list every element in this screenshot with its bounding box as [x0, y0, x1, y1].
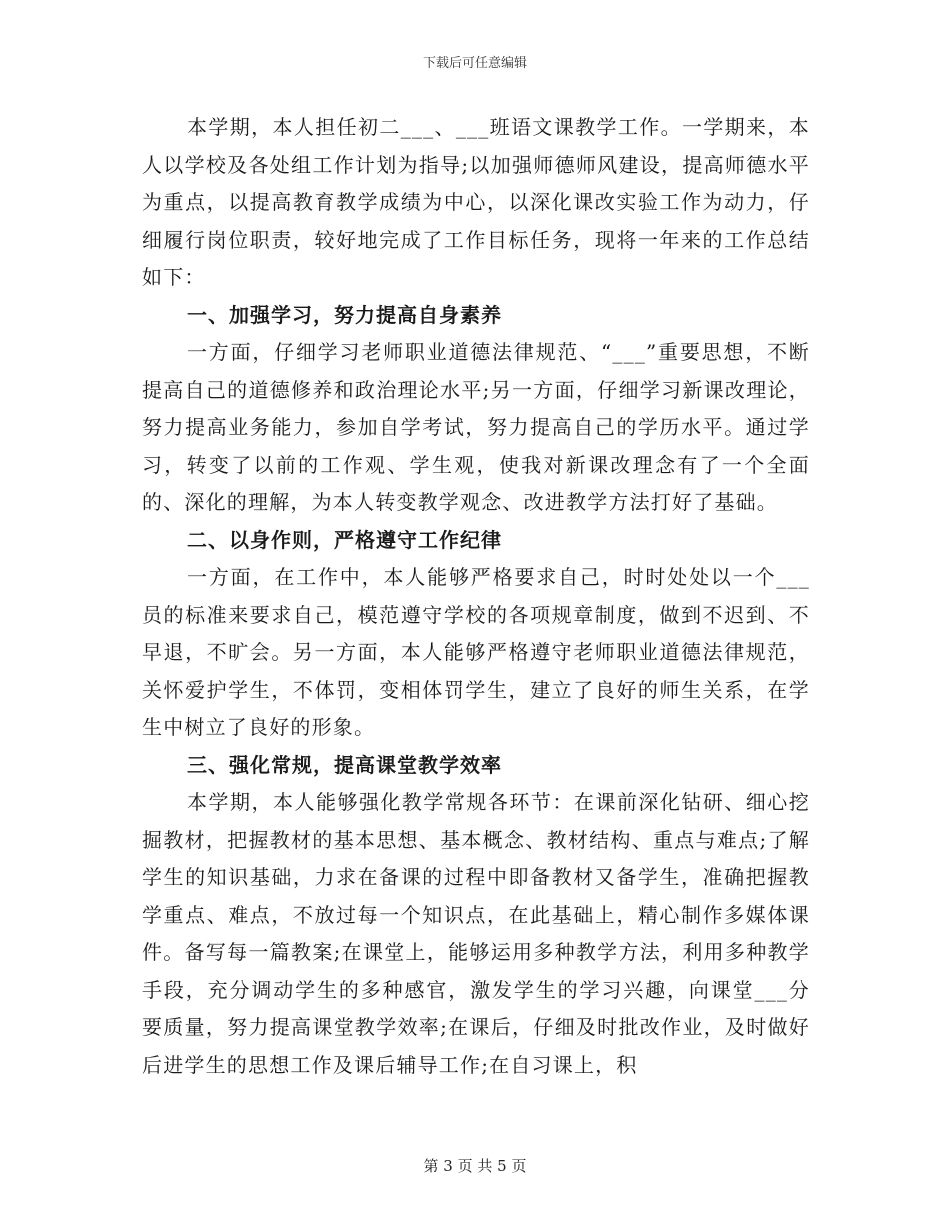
document-body	[142, 109, 810, 1084]
page-number: 第 3 页 共 5 页	[423, 1157, 527, 1175]
intro-paragraph: 本学期，本人担任初二___、___班语文课教学工作。一学期来，本人以学校及各处组工作计划为指导;以加强师德师风建设，提高师德水平为重点，以提高教育教学成绩为中心，以深化课改实验工作为动力，仔细履行岗位职责，较好地完成了工作目标任务，现将一年来的工作总结如下：	[142, 115, 810, 289]
header-note: 下载后可任意编辑	[422, 56, 527, 71]
section-heading-2: 二、以身作则，严格遵守工作纪律	[187, 527, 502, 552]
section-heading-3: 三、强化常规，提高课堂教学效率	[187, 752, 502, 777]
section-heading-1: 一、加强学习，努力提高自身素养	[187, 302, 502, 327]
section-paragraph-2: 一方面，在工作中，本人能够严格要求自己，时时处处以一个___员的标准来要求自己，模范遵守学校的各项规章制度，做到不迟到、不早退，不旷会。另一方面，本人能够严格遵守老师职业道德法律规范，关怀爱护学生，不体罚，变相体罚学生，建立了良好的师生关系，在学生中树立了良好的形象。	[142, 565, 810, 739]
section-paragraph-3: 本学期，本人能够强化教学常规各环节：在课前深化钻研、细心挖掘教材，把握教材的基本思想、基本概念、教材结构、重点与难点;了解学生的知识基础，力求在备课的过程中即备教材又备学生，准确把握教学重点、难点，不放过每一个知识点，在此基础上，精心制作多媒体课件。备写每一篇教案;在课堂上，能够运用多种教学方法，利用多种教学手段，充分调动学生的多种感官，激发学生的学习兴趣，向课堂___分要质量，努力提高课堂教学效率;在课后，仔细及时批改作业，及时做好后进学生的思想工作及课后辅导工作;在自习课上，积	[142, 790, 810, 1077]
section-paragraph-1: 一方面，仔细学习老师职业道德法律规范、“___”重要思想，不断提高自己的道德修养和政治理论水平;另一方面，仔细学习新课改理论，努力提高业务能力，参加自学考试，努力提高自己的学历水平。通过学习，转变了以前的工作观、学生观，使我对新课改理念有了一个全面的、深化的理解，为本人转变教学观念、改进教学方法打好了基础。	[142, 340, 810, 514]
